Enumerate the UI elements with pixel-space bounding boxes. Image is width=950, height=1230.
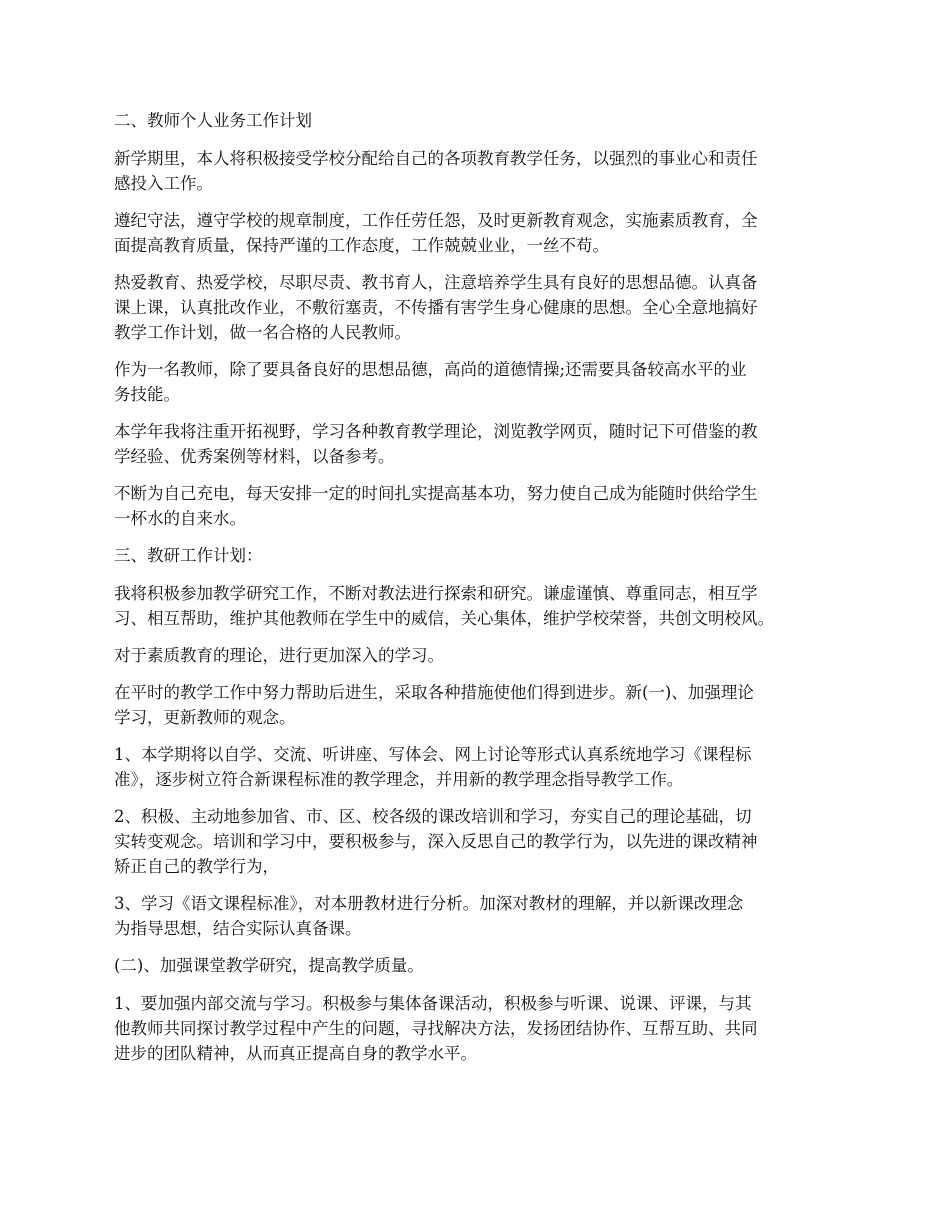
paragraph: 我将积极参加教学研究工作，不断对教法进行探索和研究。谦虚谨慎、尊重同志，相互学 习、相互帮助，维护其他教师在学生中的威信，关心集体，维护学校荣誉，共创文明校风。: [114, 584, 774, 628]
document-page: [114, 108, 856, 1078]
paragraph: 新学期里，本人将积极接受学校分配给自己的各项教育教学任务，以强烈的事业心和责任 感投入工作。: [114, 149, 758, 193]
paragraph: 遵纪守法，遵守学校的规章制度，工作任劳任怨，及时更新教育观念，实施素质教育，全 面提高教育质量，保持严谨的工作态度，工作兢兢业业，一丝不苟。: [114, 211, 758, 255]
subsection-heading: (二)、加强课堂教学研究，提高教学质量。: [114, 956, 424, 975]
paragraph: 对于素质教育的理论，进行更加深入的学习。: [114, 646, 444, 665]
paragraph: 作为一名教师，除了要具备良好的思想品德，高尚的道德情操;还需要具备较高水平的业 务技能。: [114, 360, 747, 404]
paragraph: 不断为自己充电，每天安排一定的时间扎实提高基本功，努力使自己成为能随时供给学生 一杯水的自来水。: [114, 484, 758, 528]
list-item: 1、要加强内部交流与学习。积极参与集体备课活动，积极参与听课、说课、评课，与其 他教师共同探讨教学过程中产生的问题，寻找解决方法，发扬团结协作、互帮互助、共同 进步的团队精神，从而真正提高自身的教学水平。: [114, 994, 758, 1063]
section-heading-2: 二、教师个人业务工作计划: [114, 111, 312, 130]
list-item: 3、学习《语文课程标准》，对本册教材进行分析。加深对教材的理解，并以新课改理念 为指导思想，结合实际认真备课。: [114, 894, 744, 938]
list-item: 1、本学期将以自学、交流、听讲座、写体会、网上讨论等形式认真系统地学习《课程标 准》，逐步树立符合新课程标准的教学理念，并用新的教学理念指导教学工作。: [114, 745, 752, 789]
paragraph: 在平时的教学工作中努力帮助后进生，采取各种措施使他们得到进步。新(一)、加强理论 学习，更新教师的观念。: [114, 683, 754, 727]
paragraph: 热爱教育、热爱学校，尽职尽责、教书育人，注意培养学生具有良好的思想品德。认真备 课上课，认真批改作业，不敷衍塞责，不传播有害学生身心健康的思想。全心全意地搞好 教学工作计划，做一名合格的人民教师。: [114, 273, 758, 342]
section-heading-3: 三、教研工作计划：: [114, 546, 263, 565]
paragraph: 本学年我将注重开拓视野，学习各种教育教学理论，浏览教学网页，随时记下可借鉴的教 学经验、优秀案例等材料，以备参考。: [114, 422, 758, 466]
list-item: 2、积极、主动地参加省、市、区、校各级的课改培训和学习，夯实自己的理论基础，切 实转变观念。培训和学习中，要积极参与，深入反思自己的教学行为，以先进的课改精神 矫正自己的教学行为，: [114, 807, 758, 876]
